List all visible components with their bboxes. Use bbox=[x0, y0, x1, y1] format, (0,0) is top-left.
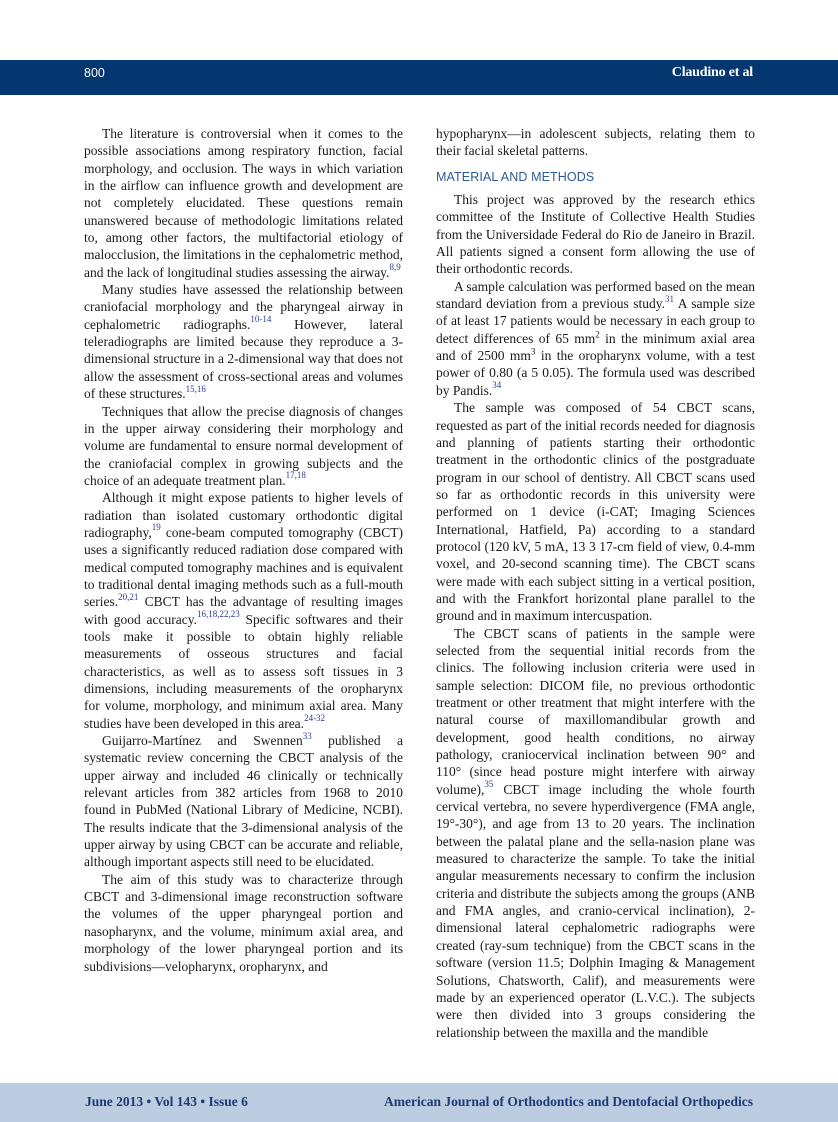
paragraph-text: published a systematic review concerning the CBCT analysis of the upper airway and included 46 clinically or technically relevant articles from 382 articles from 1968 to 2010 found in PubMed (National Library of Medicine, NCBI). The results indicate that the 3-dimensional analysis of the upper airway by using CBCT can be accurate and reliable, although important aspects still need to be elucidated. bbox=[84, 733, 403, 870]
footer-issue-info: June 2013 • Vol 143 • Issue 6 bbox=[85, 1094, 248, 1109]
citation-ref[interactable]: 8,9 bbox=[389, 262, 401, 273]
paragraph-text: A sample calculation was performed based on the mean standard deviation from a previous study. bbox=[436, 278, 755, 312]
paragraph-text: Guijarro-Martínez and Swennen bbox=[102, 733, 303, 749]
body-paragraph bbox=[436, 191, 755, 278]
paragraph-text: Many studies have assessed the relationship between craniofacial morphology and the pharyngeal airway in cephalometric radiographs. bbox=[84, 282, 403, 332]
paragraph-text: CBCT image including the whole fourth cervical vertebra, no severe hyperdivergence (FMA angle, 19°-30°), and age from 13 to 20 years. The inclination between the palatal plane and the sella-nasion plane was measured to characterize the sample. To take the initial angular measurements necessary to confirm the inclusion criteria and distribute the subjects among the groups (ANB and FMA angles, and cranio-cervical inclination), 2-dimensional lateral cephalometric radiographs were created (ray-sum technique) from the CBCT scans in the software (version 11.5; Dolphin Imaging & Management Solutions, Chatsworth, Calif), and measurements were made by an experienced operator (L.V.C.). The subjects were then divided into 3 groups considering the relationship between the maxilla and the mandible bbox=[436, 781, 755, 1040]
page-footer bbox=[0, 1083, 838, 1122]
paragraph-text: The CBCT scans of patients in the sample were selected from the sequential initial records from the clinics. The following inclusion criteria were used in sample selection: DICOM file, no previous orthodontic treatment or other treatment that might interfere with the natural course of maxillomandibular growth and development, good health conditions, no airway pathology, craniocervical inclination between 90° and 110° (since head posture might interfere with airway volume), bbox=[436, 625, 755, 797]
page-number: 800 bbox=[84, 66, 105, 80]
section-heading-material-methods: MATERIAL AND METHODS bbox=[436, 169, 595, 184]
body-paragraph bbox=[84, 732, 403, 871]
citation-ref[interactable]: 34 bbox=[492, 380, 502, 391]
paragraph-text: Although it might expose patients to higher levels of radiation than isolated customary orthodontic digital radiography, bbox=[84, 490, 403, 540]
paragraph-text: The literature is controversial when it comes to the possible associations among respiratory function, facial morphology, and occlusion. The ways in which variation in the airflow can influence growth and development are not completely elucidated. These questions remain unanswered because of methodologic limitations related to, among other factors, the multifactorial etiology of malocclusion, the limitations in the cephalometric method, and the lack of longitudinal studies assessing the airway. bbox=[84, 126, 403, 280]
body-paragraph bbox=[84, 489, 403, 732]
citation-ref[interactable]: 33 bbox=[302, 730, 312, 741]
body-paragraph bbox=[84, 281, 403, 402]
citation-ref[interactable]: 10-14 bbox=[250, 314, 272, 325]
paragraph-text: The aim of this study was to characterize through CBCT and 3-dimensional image reconstruction software the volumes of the upper pharyngeal portion and nasopharynx, and the volume, minimum axial area, and morphology of the lower pharyngeal portion and its subdivisions—velopharynx, oropharynx, and bbox=[84, 871, 403, 974]
paragraph-text: This project was approved by the research ethics committee of the Institute of Collective Health Studies from the Universidade Federal do Rio de Janeiro in Brazil. All patients signed a consent form allowing the use of their orthodontic records. bbox=[436, 192, 755, 277]
citation-ref[interactable]: 19 bbox=[151, 522, 161, 533]
page-header bbox=[0, 60, 838, 95]
paragraph-text: CBCT has the advantage of resulting images with good accuracy. bbox=[84, 594, 403, 627]
paragraph-text: However, lateral teleradiographs are limited because they reproduce a 3-dimensional structure in a 2-dimensional way that does not allow the assessment of cross-sectional areas and volumes of these structures. bbox=[84, 316, 403, 402]
citation-ref[interactable]: 35 bbox=[484, 779, 494, 790]
citation-ref[interactable]: 17,18 bbox=[285, 470, 306, 481]
paragraph-text: A sample size of at least 17 patients would be necessary in each group to detect differences of 65 mm bbox=[436, 296, 755, 346]
paragraph-text: in the oropharynx volume, with a test power of 0.80 (a 5 0.05). The formula used was described by Pandis. bbox=[436, 348, 755, 398]
paragraph-text: cone-beam computed tomography (CBCT) uses a significantly reduced radiation dose compared with medical computed tomography machines and is equivalent to traditional dental imaging methods such as a full-mouth series. bbox=[84, 524, 403, 610]
citation-ref[interactable]: 24-32 bbox=[304, 713, 326, 724]
body-paragraph bbox=[436, 399, 755, 624]
body-paragraph bbox=[84, 871, 403, 975]
paragraph-text: in the minimum axial area and of 2500 mm bbox=[436, 330, 755, 364]
exponent: 3 bbox=[530, 346, 536, 357]
body-paragraph bbox=[436, 625, 755, 1041]
body-paragraph bbox=[436, 125, 755, 160]
body-paragraph bbox=[436, 278, 755, 399]
exponent: 2 bbox=[595, 329, 600, 340]
body-paragraph bbox=[84, 125, 403, 281]
citation-ref[interactable]: 16,18,22,23 bbox=[196, 609, 240, 620]
running-head-authors: Claudino et al bbox=[671, 65, 753, 80]
body-paragraph bbox=[84, 403, 403, 490]
right-column bbox=[436, 125, 755, 1041]
citation-ref[interactable]: 15,16 bbox=[185, 383, 206, 394]
citation-ref[interactable]: 31 bbox=[664, 293, 674, 304]
left-column bbox=[84, 125, 403, 975]
paragraph-text: The sample was composed of 54 CBCT scans, requested as part of the initial records needed for diagnosis and planning of patients starting their orthodontic treatment in the orthodontic clinics of the postgraduate program in our school of dentistry. All CBCT scans used so far as orthodontic records in this university were performed on 1 device (i-CAT; Imaging Sciences International, Hatfield, Pa) according to a standard protocol (120 kV, 5 mA, 13 3 17-cm field of view, 0.4-mm voxel, and 20-second scanning time). The CBCT scans were made with each subject sitting in a vertical position, and with the Frankfort horizontal plane parallel to the ground and in maximum intercuspation. bbox=[436, 400, 755, 624]
citation-ref[interactable]: 20,21 bbox=[118, 591, 139, 602]
paragraph-text: Specific softwares and their tools make it possible to obtain highly reliable measurements of osseous structures and facial characteristics, as well as to assess soft tissues in 3 dimensions, including measurements of the oropharynx for volume, morphology, and minimum axial area. Many studies have been developed in this area. bbox=[84, 611, 403, 731]
paragraph-text: Techniques that allow the precise diagnosis of changes in the upper airway considering their morphology and volume are fundamental to ensure normal development of the craniofacial complex in growing subjects and the choice of an adequate treatment plan. bbox=[84, 403, 403, 488]
footer-journal-name: American Journal of Orthodontics and Dentofacial Orthopedics bbox=[384, 1094, 753, 1109]
paragraph-text: hypopharynx—in adolescent subjects, relating them to their facial skeletal patterns. bbox=[436, 126, 755, 159]
